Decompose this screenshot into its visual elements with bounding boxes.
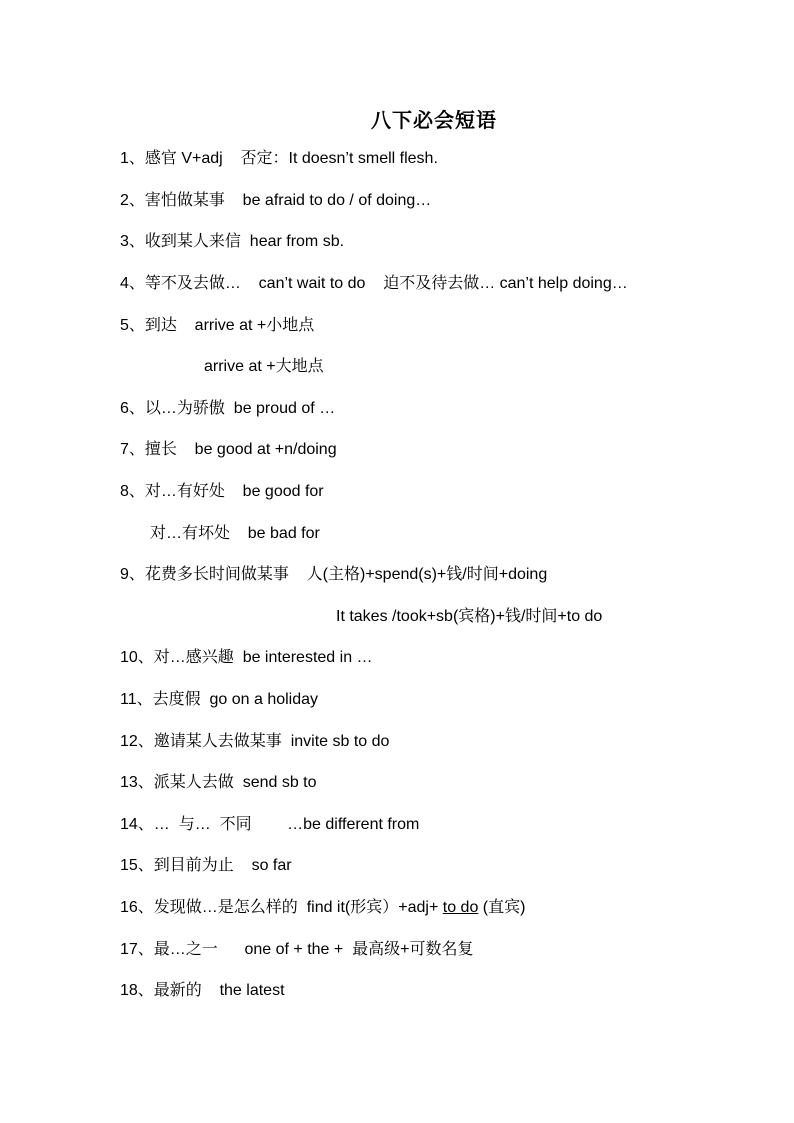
- phrase-line-13: 13、派某人去做 send sb to: [120, 774, 317, 791]
- phrase-line-11: 11、去度假 go on a holiday: [120, 691, 319, 708]
- phrase-line-16-tail: (直宾): [478, 899, 526, 916]
- phrase-line-15: 15、到目前为止 so far: [120, 857, 292, 874]
- phrase-line-16-text: 16、发现做…是怎么样的 find it(形宾）+adj+: [120, 899, 443, 916]
- phrase-line-3: 3、收到某人来信 hear from sb.: [120, 233, 345, 250]
- phrase-line-16: [120, 898, 525, 918]
- phrase-line-9-continued: It takes /took+sb(宾格)+钱/时间+to do: [336, 608, 603, 625]
- phrase-line-10: 10、对…感兴趣 be interested in …: [120, 649, 373, 666]
- phrase-line-2: 2、害怕做某事 be afraid to do / of doing…: [120, 192, 432, 209]
- phrase-line-17: 17、最…之一 one of + the + 最高级+可数名复: [120, 941, 474, 958]
- phrase-line-7: 7、擅长 be good at +n/doing: [120, 441, 337, 458]
- phrase-line-12: 12、邀请某人去做某事 invite sb to do: [120, 733, 390, 750]
- phrase-line-1: 1、感官 V+adj 否定：It doesn’t smell flesh.: [120, 150, 438, 167]
- phrase-line-8: 8、对…有好处 be good for: [120, 483, 324, 500]
- phrase-line-9: 9、花费多长时间做某事 人(主格)+spend(s)+钱/时间+doing: [120, 566, 548, 583]
- phrase-line-16-underlined: to do: [442, 899, 479, 916]
- phrase-line-18: 18、最新的 the latest: [120, 982, 285, 999]
- phrase-line-5: 5、到达 arrive at +小地点: [120, 317, 315, 334]
- phrase-line-4: 4、等不及去做… can’t wait to do 迫不及待去做… can’t help doing…: [120, 275, 628, 292]
- page-title: 八下必会短语: [371, 110, 497, 132]
- phrase-line-8-continued: 对…有坏处 be bad for: [150, 525, 320, 542]
- phrase-line-6: 6、以…为骄傲 be proud of …: [120, 400, 336, 417]
- phrase-line-5-continued: arrive at +大地点: [204, 358, 324, 375]
- phrase-line-14: 14、… 与… 不同 …be different from: [120, 816, 420, 833]
